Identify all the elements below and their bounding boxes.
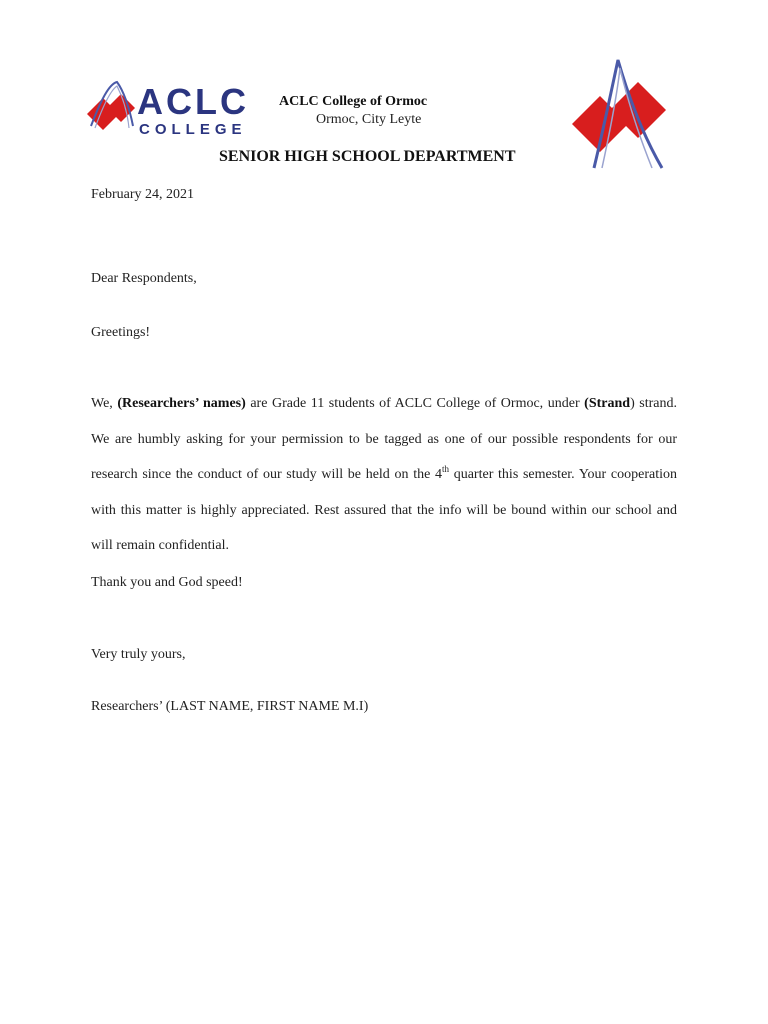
thanks-line: Thank you and God speed! [91, 575, 243, 590]
body-text-part: quarter this semester. Your cooperation with this matter is highly appreciated. Rest assured that the info will be bound within our school and will remain confidential. [91, 467, 677, 553]
logo-wordmark-college: COLLEGE [139, 121, 247, 138]
salutation: Dear Respondents, [91, 271, 197, 286]
college-name: ACLC College of Ormoc [279, 94, 428, 109]
body-text-part: ) strand. We are humbly asking for your permission to be tagged as one of our possible respondents for our research since the conduct of our study will be held on the 4 [91, 396, 677, 482]
body-text-part: are Grade 11 students of ACLC College of Ormoc, under [245, 396, 585, 411]
body-text-part: We, [91, 396, 118, 411]
college-address: Ormoc, City Leyte [316, 112, 422, 127]
greeting: Greetings! [91, 325, 151, 340]
closing-line: Very truly yours, [91, 647, 186, 662]
signature-line: Researchers’ (LAST NAME, FIRST NAME M.I) [91, 699, 369, 714]
ordinal-suffix: th [442, 464, 450, 474]
strand-placeholder: (Strand [584, 396, 631, 411]
department-title: SENIOR HIGH SCHOOL DEPARTMENT [219, 148, 516, 165]
logo-wordmark-aclc: ACLC [137, 81, 249, 122]
aclc-emblem-logo [566, 58, 674, 170]
aclc-college-logo [83, 80, 253, 140]
letter-date: February 24, 2021 [91, 187, 195, 202]
letter-body-paragraph [91, 386, 677, 564]
researchers-names-placeholder: (Researchers’ names) [117, 396, 246, 411]
